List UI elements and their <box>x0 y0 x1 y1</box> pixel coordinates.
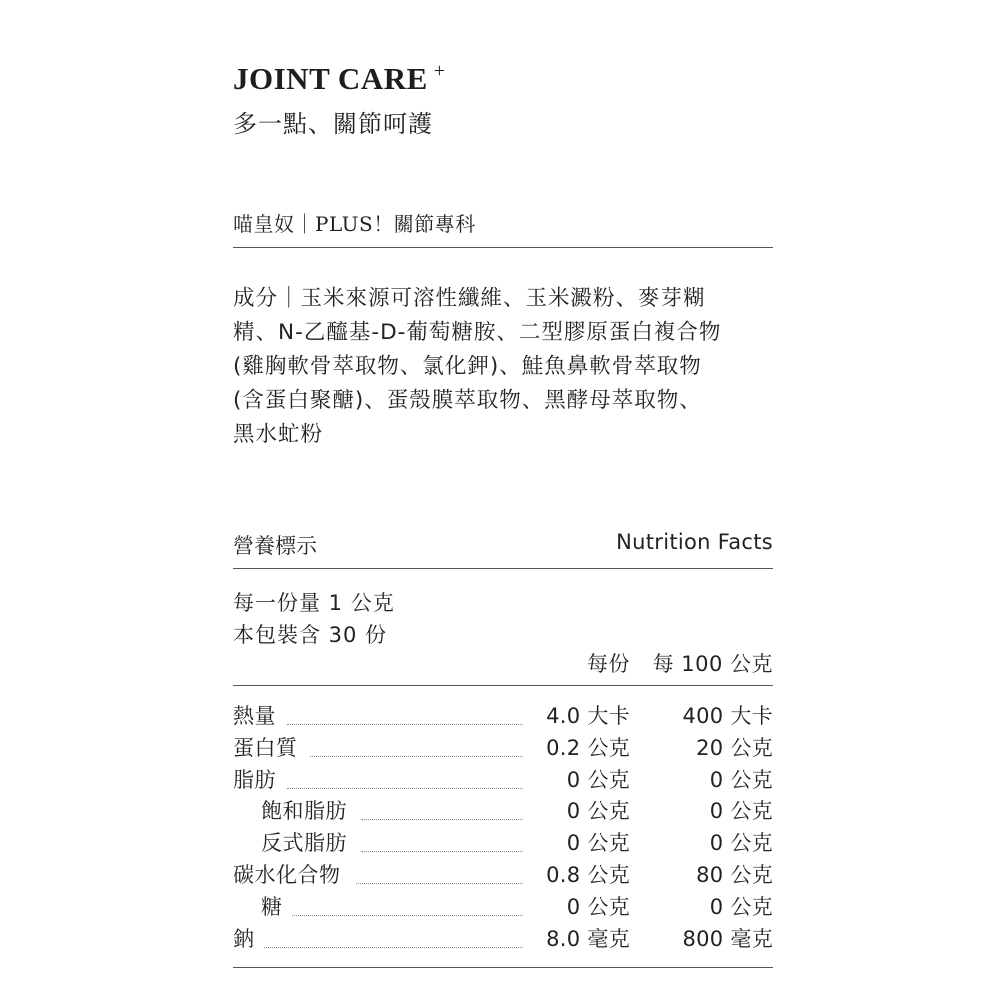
value-per-serving: 0 公克 <box>566 894 630 919</box>
nutrition-row <box>233 700 773 732</box>
dot-leader <box>361 819 523 820</box>
value-per-serving: 0.2 公克 <box>546 735 630 760</box>
nutrition-title-en: Nutrition Facts <box>616 530 773 554</box>
value-per-serving: 0 公克 <box>566 767 630 792</box>
product-name: 喵皇奴｜PLUS！關節專科 <box>233 212 476 236</box>
dot-leader <box>292 915 523 916</box>
divider-table-bottom <box>233 967 773 968</box>
nutrient-label: 飽和脂肪 <box>261 799 347 824</box>
dot-leader <box>310 756 523 757</box>
nutrition-row <box>233 891 773 923</box>
nutrient-label: 反式脂肪 <box>261 831 347 856</box>
nutrient-label: 脂肪 <box>233 767 276 792</box>
nutrition-row <box>233 732 773 764</box>
dot-leader <box>287 724 523 725</box>
brand-title <box>233 60 446 97</box>
divider-product <box>233 247 773 248</box>
nutrient-label: 鈉 <box>233 926 255 951</box>
serving-size: 每一份量 1 公克 <box>233 591 395 615</box>
value-per-100g: 20 公克 <box>696 735 773 760</box>
column-header-per-serving: 每份 <box>587 652 630 676</box>
ingredients-line: (含蛋白聚醣)、蛋殼膜萃取物、黑酵母萃取物、 <box>233 388 702 413</box>
nutrition-row <box>233 795 773 827</box>
value-per-serving: 0 公克 <box>566 831 630 856</box>
value-per-serving: 4.0 大卡 <box>546 704 630 728</box>
value-per-100g: 0 公克 <box>709 767 773 792</box>
ingredients-line: 精、N-乙醯基-D-葡萄糖胺、二型膠原蛋白複合物 <box>233 320 722 345</box>
column-header-per-100g: 每 100 公克 <box>652 652 773 676</box>
nutrition-title-zh: 營養標示 <box>233 534 317 558</box>
nutrient-label: 熱量 <box>233 704 276 728</box>
value-per-100g: 0 公克 <box>709 894 773 919</box>
dot-leader <box>356 883 523 884</box>
value-per-serving: 0 公克 <box>566 799 630 824</box>
dot-leader <box>287 788 523 789</box>
ingredients-block <box>233 282 778 452</box>
value-per-100g: 400 大卡 <box>682 704 773 728</box>
nutrient-label: 蛋白質 <box>233 735 298 760</box>
value-per-100g: 80 公克 <box>696 863 773 887</box>
ingredients-line: 成分｜玉米來源可溶性纖維、玉米澱粉、麥芽糊 <box>233 286 706 311</box>
plus-mark: + <box>433 60 446 82</box>
tagline: 多一點、關節呵護 <box>233 110 433 138</box>
nutrient-label: 糖 <box>261 894 283 919</box>
brand-title-text: JOINT CARE <box>233 61 428 96</box>
ingredients-line: 黑水虻粉 <box>233 422 324 447</box>
divider-nutrition-title <box>233 568 773 569</box>
nutrition-row <box>233 827 773 859</box>
dot-leader <box>264 947 523 948</box>
value-per-serving: 0.8 公克 <box>546 863 630 887</box>
nutrition-row <box>233 764 773 796</box>
value-per-100g: 0 公克 <box>709 831 773 856</box>
ingredients-line: (雞胸軟骨萃取物、氯化鉀)、鮭魚鼻軟骨萃取物 <box>233 354 702 379</box>
value-per-serving: 8.0 毫克 <box>546 926 630 951</box>
value-per-100g: 0 公克 <box>709 799 773 824</box>
value-per-100g: 800 毫克 <box>682 926 773 951</box>
nutrient-label: 碳水化合物 <box>233 863 341 887</box>
nutrition-row <box>233 859 773 891</box>
nutrition-row <box>233 923 773 955</box>
servings-per-pack: 本包裝含 30 份 <box>233 623 388 647</box>
dot-leader <box>361 851 523 852</box>
divider-table-header <box>233 685 773 686</box>
